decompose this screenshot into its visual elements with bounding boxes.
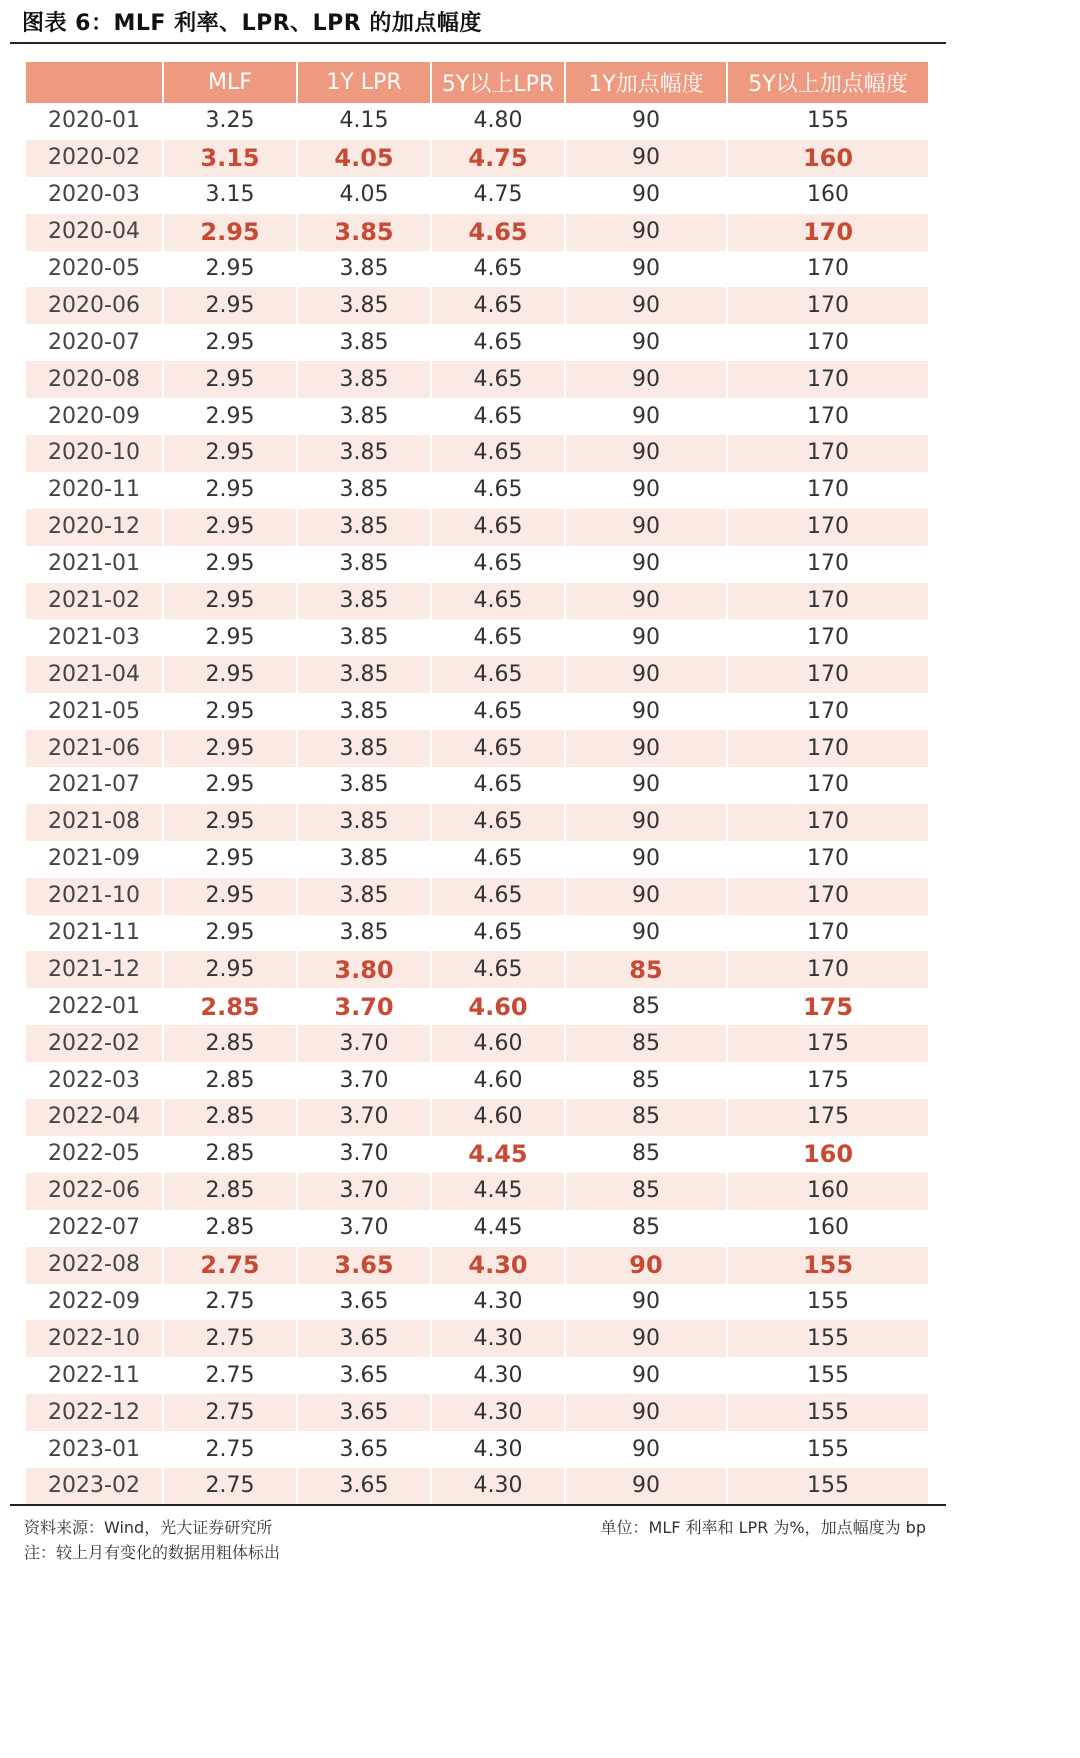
- value-cell: 90: [564, 177, 726, 214]
- value-cell: 175: [726, 1099, 928, 1136]
- table-row: [26, 656, 928, 693]
- value-cell: 2.95: [162, 435, 296, 472]
- value-cell: 90: [564, 1247, 726, 1284]
- date-cell: 2022-03: [48, 1067, 140, 1093]
- date-cell: 2022-04: [26, 1099, 162, 1136]
- value-cell: 85: [564, 1210, 726, 1247]
- value-cell: 155: [726, 1247, 928, 1284]
- value-cell: 4.65: [430, 767, 564, 804]
- value-cell: 2.85: [162, 1099, 296, 1136]
- table-row: [26, 619, 928, 656]
- value-cell: 4.65: [430, 951, 564, 988]
- value-cell: 90: [564, 1284, 726, 1321]
- date-cell: 2020-08: [26, 361, 162, 398]
- table-row: [26, 1099, 928, 1136]
- value-cell: 4.30: [430, 1431, 564, 1468]
- value-cell: 2.95: [162, 583, 296, 620]
- value-cell: 3.15: [162, 140, 296, 177]
- value-cell: 85: [564, 951, 726, 988]
- value-cell: 4.65: [430, 251, 564, 288]
- table-row: [26, 1025, 928, 1062]
- value-cell: 3.85: [296, 878, 430, 915]
- table-row: [26, 1173, 928, 1210]
- table-row: [26, 1210, 928, 1247]
- table-row: [26, 361, 928, 398]
- value-cell: 90: [564, 398, 726, 435]
- value-cell: 3.85: [296, 214, 430, 251]
- value-cell: 3.70: [296, 1210, 430, 1247]
- table-row: [26, 583, 928, 620]
- value-cell: 90: [564, 435, 726, 472]
- value-cell: 90: [564, 583, 726, 620]
- value-cell: 90: [564, 214, 726, 251]
- value-cell: 170: [726, 361, 928, 398]
- value-cell: 2.75: [162, 1468, 296, 1505]
- value-cell: 2.95: [162, 951, 296, 988]
- table-row: [26, 693, 928, 730]
- value-cell: 4.65: [430, 287, 564, 324]
- column-header: 5Y以上加点幅度: [726, 62, 928, 103]
- value-cell: 3.85: [296, 361, 430, 398]
- value-cell: 4.65: [430, 656, 564, 693]
- value-cell: 2.95: [162, 509, 296, 546]
- table-row: [26, 177, 928, 214]
- value-cell: 4.30: [430, 1247, 564, 1284]
- value-cell: 160: [726, 177, 928, 214]
- value-cell: 90: [564, 804, 726, 841]
- value-cell: 90: [564, 509, 726, 546]
- value-cell: 90: [564, 656, 726, 693]
- value-cell: 2.95: [162, 767, 296, 804]
- bottom-divider: [10, 1504, 946, 1506]
- value-cell: 3.85: [296, 435, 430, 472]
- value-cell: 3.85: [296, 287, 430, 324]
- value-cell: 3.25: [162, 103, 296, 140]
- table-row: [26, 287, 928, 324]
- value-cell: 90: [564, 915, 726, 952]
- value-cell: 175: [726, 1025, 928, 1062]
- value-cell: 2.95: [162, 878, 296, 915]
- value-cell: 3.85: [296, 619, 430, 656]
- value-cell: 170: [726, 509, 928, 546]
- value-cell: 90: [564, 1394, 726, 1431]
- value-cell: 85: [564, 1099, 726, 1136]
- value-cell: 4.65: [430, 546, 564, 583]
- date-cell: 2021-04: [26, 656, 162, 693]
- value-cell: 2.95: [162, 361, 296, 398]
- value-cell: 90: [564, 841, 726, 878]
- bold-note: 注：较上月有变化的数据用粗体标出: [24, 1543, 281, 1562]
- date-cell: 2022-06: [26, 1173, 162, 1210]
- value-cell: 90: [564, 1320, 726, 1357]
- value-cell: 4.05: [296, 177, 430, 214]
- table-row: [26, 1136, 928, 1173]
- value-cell: 155: [726, 1468, 928, 1505]
- unit-note: 单位：MLF 利率和 LPR 为%，加点幅度为 bp: [600, 1518, 926, 1537]
- value-cell: 4.65: [430, 398, 564, 435]
- value-cell: 4.30: [430, 1394, 564, 1431]
- value-cell: 3.70: [296, 1025, 430, 1062]
- value-cell: 4.80: [430, 103, 564, 140]
- column-header: MLF: [162, 62, 296, 103]
- value-cell: 3.70: [296, 1136, 430, 1173]
- table-row: [26, 1062, 928, 1099]
- value-cell: 2.95: [162, 287, 296, 324]
- date-cell: 2021-07: [48, 772, 140, 798]
- date-cell: 2021-05: [48, 698, 140, 724]
- table-row: [26, 804, 928, 841]
- value-cell: 4.30: [430, 1357, 564, 1394]
- value-cell: 90: [564, 878, 726, 915]
- date-cell: 2020-11: [48, 477, 140, 503]
- date-cell: 2022-12: [26, 1394, 162, 1431]
- date-cell: 2021-08: [26, 804, 162, 841]
- value-cell: 85: [564, 1136, 726, 1173]
- date-cell: 2020-05: [48, 256, 140, 281]
- value-cell: 160: [726, 1173, 928, 1210]
- value-cell: 170: [726, 730, 928, 767]
- date-cell: 2022-08: [26, 1247, 162, 1284]
- value-cell: 4.65: [430, 730, 564, 767]
- date-cell: 2021-06: [26, 730, 162, 767]
- value-cell: 2.85: [162, 1025, 296, 1062]
- value-cell: 4.75: [430, 140, 564, 177]
- value-cell: 170: [726, 951, 928, 988]
- value-cell: 4.30: [430, 1468, 564, 1505]
- value-cell: 2.85: [162, 988, 296, 1025]
- value-cell: 4.65: [430, 841, 564, 878]
- value-cell: 155: [726, 1394, 928, 1431]
- date-cell: 2022-11: [48, 1362, 140, 1388]
- value-cell: 4.65: [430, 619, 564, 656]
- table-row: [26, 915, 928, 952]
- table-row: [26, 1394, 928, 1431]
- table-row: [26, 251, 928, 288]
- value-cell: 2.95: [162, 251, 296, 288]
- date-cell: 2023-01: [48, 1436, 140, 1462]
- table-row: [26, 103, 928, 140]
- value-cell: 2.95: [162, 546, 296, 583]
- value-cell: 3.65: [296, 1431, 430, 1468]
- value-cell: 90: [564, 287, 726, 324]
- table-header-row: [26, 62, 928, 103]
- date-cell: 2020-01: [48, 108, 140, 134]
- table-row: [26, 324, 928, 361]
- date-cell: 2021-09: [48, 846, 140, 872]
- value-cell: 3.70: [296, 988, 430, 1025]
- date-cell: 2021-03: [48, 624, 140, 650]
- value-cell: 170: [726, 251, 928, 288]
- table-row: [26, 435, 928, 472]
- date-cell: 2023-02: [26, 1468, 162, 1505]
- value-cell: 3.85: [296, 398, 430, 435]
- value-cell: 4.45: [430, 1136, 564, 1173]
- column-header: 1Y加点幅度: [564, 62, 726, 103]
- value-cell: 155: [726, 1284, 928, 1321]
- value-cell: 3.85: [296, 804, 430, 841]
- value-cell: 3.85: [296, 583, 430, 620]
- value-cell: 90: [564, 103, 726, 140]
- value-cell: 170: [726, 915, 928, 952]
- table-row: [26, 509, 928, 546]
- value-cell: 4.65: [430, 583, 564, 620]
- value-cell: 170: [726, 472, 928, 509]
- value-cell: 170: [726, 656, 928, 693]
- value-cell: 3.85: [296, 324, 430, 361]
- table-row: [26, 546, 928, 583]
- value-cell: 3.85: [296, 546, 430, 583]
- value-cell: 3.85: [296, 730, 430, 767]
- value-cell: 2.85: [162, 1136, 296, 1173]
- value-cell: 85: [564, 1173, 726, 1210]
- value-cell: 4.65: [430, 804, 564, 841]
- table-row: [26, 1284, 928, 1321]
- value-cell: 2.95: [162, 804, 296, 841]
- table-row: [26, 472, 928, 509]
- date-cell: 2021-01: [48, 551, 140, 577]
- column-header: [26, 62, 162, 103]
- date-cell: 2022-10: [26, 1320, 162, 1357]
- value-cell: 90: [564, 472, 726, 509]
- value-cell: 170: [726, 804, 928, 841]
- value-cell: 90: [564, 140, 726, 177]
- value-cell: 155: [726, 1431, 928, 1468]
- value-cell: 2.85: [162, 1173, 296, 1210]
- value-cell: 2.95: [162, 730, 296, 767]
- value-cell: 175: [726, 1062, 928, 1099]
- value-cell: 4.15: [296, 103, 430, 140]
- value-cell: 170: [726, 214, 928, 251]
- value-cell: 155: [726, 103, 928, 140]
- value-cell: 170: [726, 324, 928, 361]
- value-cell: 90: [564, 361, 726, 398]
- value-cell: 170: [726, 546, 928, 583]
- table-row: [26, 1431, 928, 1468]
- value-cell: 2.95: [162, 398, 296, 435]
- value-cell: 3.85: [296, 915, 430, 952]
- table-row: [26, 767, 928, 804]
- value-cell: 3.65: [296, 1468, 430, 1505]
- value-cell: 4.60: [430, 988, 564, 1025]
- value-cell: 90: [564, 251, 726, 288]
- value-cell: 3.85: [296, 841, 430, 878]
- date-cell: 2020-04: [26, 214, 162, 251]
- value-cell: 3.65: [296, 1284, 430, 1321]
- value-cell: 175: [726, 988, 928, 1025]
- date-cell: 2021-10: [26, 878, 162, 915]
- table-row: [26, 951, 928, 988]
- value-cell: 4.75: [430, 177, 564, 214]
- date-cell: 2020-10: [26, 435, 162, 472]
- value-cell: 4.65: [430, 878, 564, 915]
- value-cell: 90: [564, 619, 726, 656]
- value-cell: 170: [726, 435, 928, 472]
- value-cell: 170: [726, 878, 928, 915]
- value-cell: 2.85: [162, 1210, 296, 1247]
- value-cell: 2.85: [162, 1062, 296, 1099]
- value-cell: 170: [726, 767, 928, 804]
- date-cell: 2022-02: [26, 1025, 162, 1062]
- value-cell: 2.75: [162, 1394, 296, 1431]
- value-cell: 85: [564, 1025, 726, 1062]
- date-cell: 2021-02: [26, 583, 162, 620]
- value-cell: 3.65: [296, 1394, 430, 1431]
- value-cell: 90: [564, 1357, 726, 1394]
- value-cell: 90: [564, 1468, 726, 1505]
- value-cell: 4.30: [430, 1320, 564, 1357]
- value-cell: 170: [726, 841, 928, 878]
- table-body: [26, 103, 928, 1505]
- figure-title: 图表 6：MLF 利率、LPR、LPR 的加点幅度: [22, 11, 482, 36]
- value-cell: 4.60: [430, 1099, 564, 1136]
- date-cell: 2021-12: [26, 951, 162, 988]
- value-cell: 3.85: [296, 251, 430, 288]
- table-row: [26, 841, 928, 878]
- value-cell: 160: [726, 140, 928, 177]
- value-cell: 4.45: [430, 1210, 564, 1247]
- value-cell: 2.95: [162, 693, 296, 730]
- rate-table: [26, 62, 928, 1505]
- value-cell: 3.85: [296, 767, 430, 804]
- table-row: [26, 1468, 928, 1505]
- date-cell: 2022-05: [48, 1141, 140, 1167]
- value-cell: 90: [564, 730, 726, 767]
- value-cell: 3.70: [296, 1062, 430, 1099]
- source-note: 资料来源：Wind，光大证券研究所: [24, 1518, 273, 1537]
- date-cell: 2020-07: [48, 329, 140, 355]
- value-cell: 3.65: [296, 1320, 430, 1357]
- table-row: [26, 1320, 928, 1357]
- value-cell: 85: [564, 988, 726, 1025]
- value-cell: 3.85: [296, 509, 430, 546]
- value-cell: 4.30: [430, 1284, 564, 1321]
- value-cell: 155: [726, 1320, 928, 1357]
- value-cell: 4.65: [430, 472, 564, 509]
- value-cell: 2.95: [162, 214, 296, 251]
- value-cell: 155: [726, 1357, 928, 1394]
- table-row: [26, 398, 928, 435]
- column-header: 1Y LPR: [296, 62, 430, 103]
- value-cell: 3.70: [296, 1173, 430, 1210]
- value-cell: 3.15: [162, 177, 296, 214]
- value-cell: 85: [564, 1062, 726, 1099]
- value-cell: 2.75: [162, 1357, 296, 1394]
- value-cell: 90: [564, 546, 726, 583]
- table-row: [26, 214, 928, 251]
- value-cell: 4.45: [430, 1173, 564, 1210]
- value-cell: 4.65: [430, 915, 564, 952]
- value-cell: 4.65: [430, 509, 564, 546]
- value-cell: 170: [726, 693, 928, 730]
- value-cell: 3.85: [296, 472, 430, 509]
- value-cell: 4.60: [430, 1062, 564, 1099]
- value-cell: 2.95: [162, 472, 296, 509]
- value-cell: 160: [726, 1136, 928, 1173]
- table-row: [26, 730, 928, 767]
- date-cell: 2021-11: [48, 920, 140, 946]
- value-cell: 4.65: [430, 361, 564, 398]
- value-cell: 3.85: [296, 656, 430, 693]
- date-cell: 2020-12: [26, 509, 162, 546]
- table-row: [26, 1247, 928, 1284]
- value-cell: 170: [726, 398, 928, 435]
- table-row: [26, 988, 928, 1025]
- value-cell: 170: [726, 619, 928, 656]
- value-cell: 170: [726, 287, 928, 324]
- value-cell: 90: [564, 767, 726, 804]
- value-cell: 4.65: [430, 693, 564, 730]
- value-cell: 2.75: [162, 1284, 296, 1321]
- date-cell: 2022-01: [48, 993, 140, 1019]
- date-cell: 2022-07: [48, 1215, 140, 1241]
- date-cell: 2020-09: [48, 403, 140, 429]
- value-cell: 3.80: [296, 951, 430, 988]
- value-cell: 2.95: [162, 324, 296, 361]
- value-cell: 4.60: [430, 1025, 564, 1062]
- value-cell: 2.75: [162, 1320, 296, 1357]
- value-cell: 2.75: [162, 1247, 296, 1284]
- value-cell: 3.70: [296, 1099, 430, 1136]
- value-cell: 4.65: [430, 214, 564, 251]
- date-cell: 2020-02: [26, 140, 162, 177]
- value-cell: 2.95: [162, 915, 296, 952]
- value-cell: 2.75: [162, 1431, 296, 1468]
- title-divider: [10, 42, 946, 44]
- value-cell: 4.65: [430, 324, 564, 361]
- value-cell: 4.65: [430, 435, 564, 472]
- value-cell: 3.85: [296, 693, 430, 730]
- column-header: 5Y以上LPR: [430, 62, 564, 103]
- value-cell: 90: [564, 1431, 726, 1468]
- value-cell: 2.95: [162, 841, 296, 878]
- date-cell: 2020-06: [26, 287, 162, 324]
- table-row: [26, 878, 928, 915]
- table-row: [26, 140, 928, 177]
- value-cell: 3.65: [296, 1247, 430, 1284]
- value-cell: 170: [726, 583, 928, 620]
- value-cell: 3.65: [296, 1357, 430, 1394]
- value-cell: 90: [564, 693, 726, 730]
- value-cell: 90: [564, 324, 726, 361]
- value-cell: 4.05: [296, 140, 430, 177]
- value-cell: 2.95: [162, 656, 296, 693]
- date-cell: 2020-03: [48, 182, 140, 208]
- date-cell: 2022-09: [48, 1288, 140, 1314]
- value-cell: 2.95: [162, 619, 296, 656]
- value-cell: 160: [726, 1210, 928, 1247]
- table-row: [26, 1357, 928, 1394]
